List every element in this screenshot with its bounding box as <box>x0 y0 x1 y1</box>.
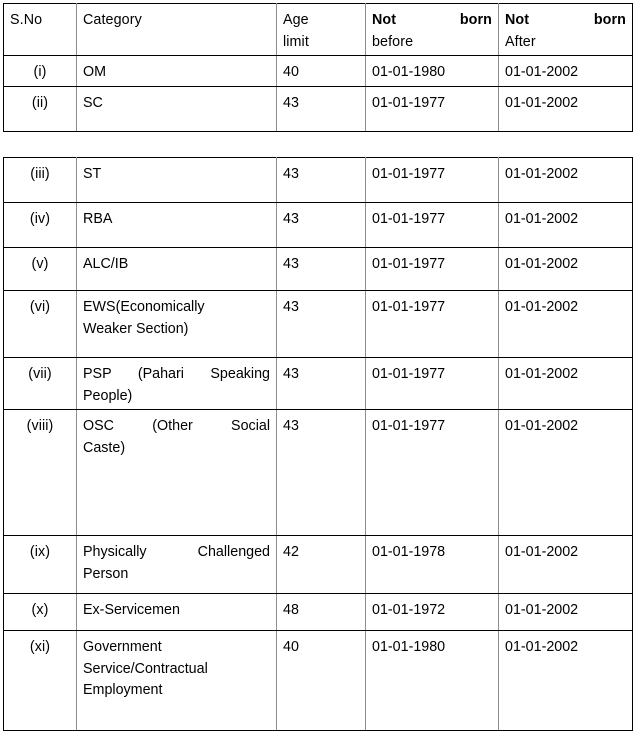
row-not-born-after: 01-01-2002 <box>499 594 633 631</box>
table-row <box>4 536 633 594</box>
table-row <box>4 358 633 410</box>
column-header-nba-line1: Not born <box>505 12 626 28</box>
category-line: Service/Contractual <box>83 660 208 677</box>
table-row <box>4 631 633 731</box>
table-row <box>4 248 633 291</box>
category-line: PSP (Pahari Speaking <box>83 366 270 382</box>
row-sno: (iv) <box>4 203 77 248</box>
column-header-age-line1: Age <box>283 12 309 28</box>
table-row <box>4 56 633 87</box>
row-category <box>77 291 277 358</box>
row-category <box>77 358 277 410</box>
row-category <box>77 56 277 87</box>
row-category <box>77 87 277 132</box>
category-line: ALC/IB <box>83 256 129 272</box>
row-sno: (vi) <box>4 291 77 358</box>
row-sno: (i) <box>4 56 77 87</box>
row-category <box>77 631 277 731</box>
table-row <box>4 203 633 248</box>
category-line: OSC (Other Social <box>83 418 270 434</box>
row-not-born-after: 01-01-2002 <box>499 248 633 291</box>
eligibility-table-part-2 <box>3 157 633 731</box>
category-line: SC <box>83 95 103 111</box>
column-header-sno: S.No <box>4 4 77 56</box>
row-age-limit: 43 <box>277 87 366 132</box>
table-header-row <box>4 4 633 56</box>
row-age-limit: 43 <box>277 358 366 410</box>
column-header-age-line2: limit <box>283 33 309 50</box>
row-not-born-before: 01-01-1980 <box>366 56 499 87</box>
row-sno: (vii) <box>4 358 77 410</box>
row-age-limit: 43 <box>277 158 366 203</box>
category-line: Weaker Section) <box>83 320 189 337</box>
row-category <box>77 594 277 631</box>
row-category <box>77 536 277 594</box>
category-line: EWS(Economically <box>83 299 205 315</box>
row-age-limit: 48 <box>277 594 366 631</box>
row-not-born-after: 01-01-2002 <box>499 536 633 594</box>
row-not-born-before: 01-01-1980 <box>366 631 499 731</box>
row-not-born-after: 01-01-2002 <box>499 203 633 248</box>
row-not-born-before: 01-01-1977 <box>366 291 499 358</box>
row-not-born-after: 01-01-2002 <box>499 158 633 203</box>
row-category <box>77 410 277 536</box>
table-row <box>4 410 633 536</box>
category-line: Ex-Servicemen <box>83 602 180 618</box>
row-sno: (iii) <box>4 158 77 203</box>
row-sno: (ix) <box>4 536 77 594</box>
category-line: OM <box>83 64 107 80</box>
row-not-born-after: 01-01-2002 <box>499 87 633 132</box>
row-not-born-after: 01-01-2002 <box>499 56 633 87</box>
column-header-not-born-before <box>366 4 499 56</box>
row-category <box>77 158 277 203</box>
table-row <box>4 594 633 631</box>
row-not-born-before: 01-01-1977 <box>366 158 499 203</box>
row-sno: (x) <box>4 594 77 631</box>
row-sno: (viii) <box>4 410 77 536</box>
row-not-born-after: 01-01-2002 <box>499 358 633 410</box>
row-age-limit: 43 <box>277 248 366 291</box>
category-line: Physically Challenged <box>83 544 270 560</box>
category-line: RBA <box>83 211 113 227</box>
eligibility-table-part-1 <box>3 3 633 132</box>
category-line: ST <box>83 166 102 182</box>
category-line: People) <box>83 387 133 404</box>
row-category <box>77 203 277 248</box>
column-header-not-born-after <box>499 4 633 56</box>
row-age-limit: 40 <box>277 631 366 731</box>
column-header-nbb-line1: Not born <box>372 12 492 28</box>
row-not-born-before: 01-01-1977 <box>366 410 499 536</box>
row-age-limit: 43 <box>277 410 366 536</box>
row-age-limit: 43 <box>277 291 366 358</box>
row-not-born-before: 01-01-1977 <box>366 203 499 248</box>
row-not-born-after: 01-01-2002 <box>499 410 633 536</box>
row-not-born-after: 01-01-2002 <box>499 291 633 358</box>
category-line: Person <box>83 565 129 582</box>
row-not-born-before: 01-01-1972 <box>366 594 499 631</box>
column-header-nbb-line2: before <box>372 33 414 50</box>
row-not-born-after: 01-01-2002 <box>499 631 633 731</box>
column-header-nba-line2: After <box>505 33 536 50</box>
category-line: Caste) <box>83 439 126 456</box>
category-line: Government <box>83 639 162 655</box>
row-category <box>77 248 277 291</box>
row-not-born-before: 01-01-1977 <box>366 248 499 291</box>
table-row <box>4 87 633 132</box>
row-not-born-before: 01-01-1978 <box>366 536 499 594</box>
table-row <box>4 158 633 203</box>
row-not-born-before: 01-01-1977 <box>366 358 499 410</box>
row-sno: (ii) <box>4 87 77 132</box>
row-sno: (xi) <box>4 631 77 731</box>
row-sno: (v) <box>4 248 77 291</box>
column-header-age-limit <box>277 4 366 56</box>
category-line: Employment <box>83 682 163 698</box>
row-age-limit: 43 <box>277 203 366 248</box>
row-age-limit: 40 <box>277 56 366 87</box>
table-row <box>4 291 633 358</box>
column-header-category: Category <box>77 4 277 56</box>
row-age-limit: 42 <box>277 536 366 594</box>
row-not-born-before: 01-01-1977 <box>366 87 499 132</box>
